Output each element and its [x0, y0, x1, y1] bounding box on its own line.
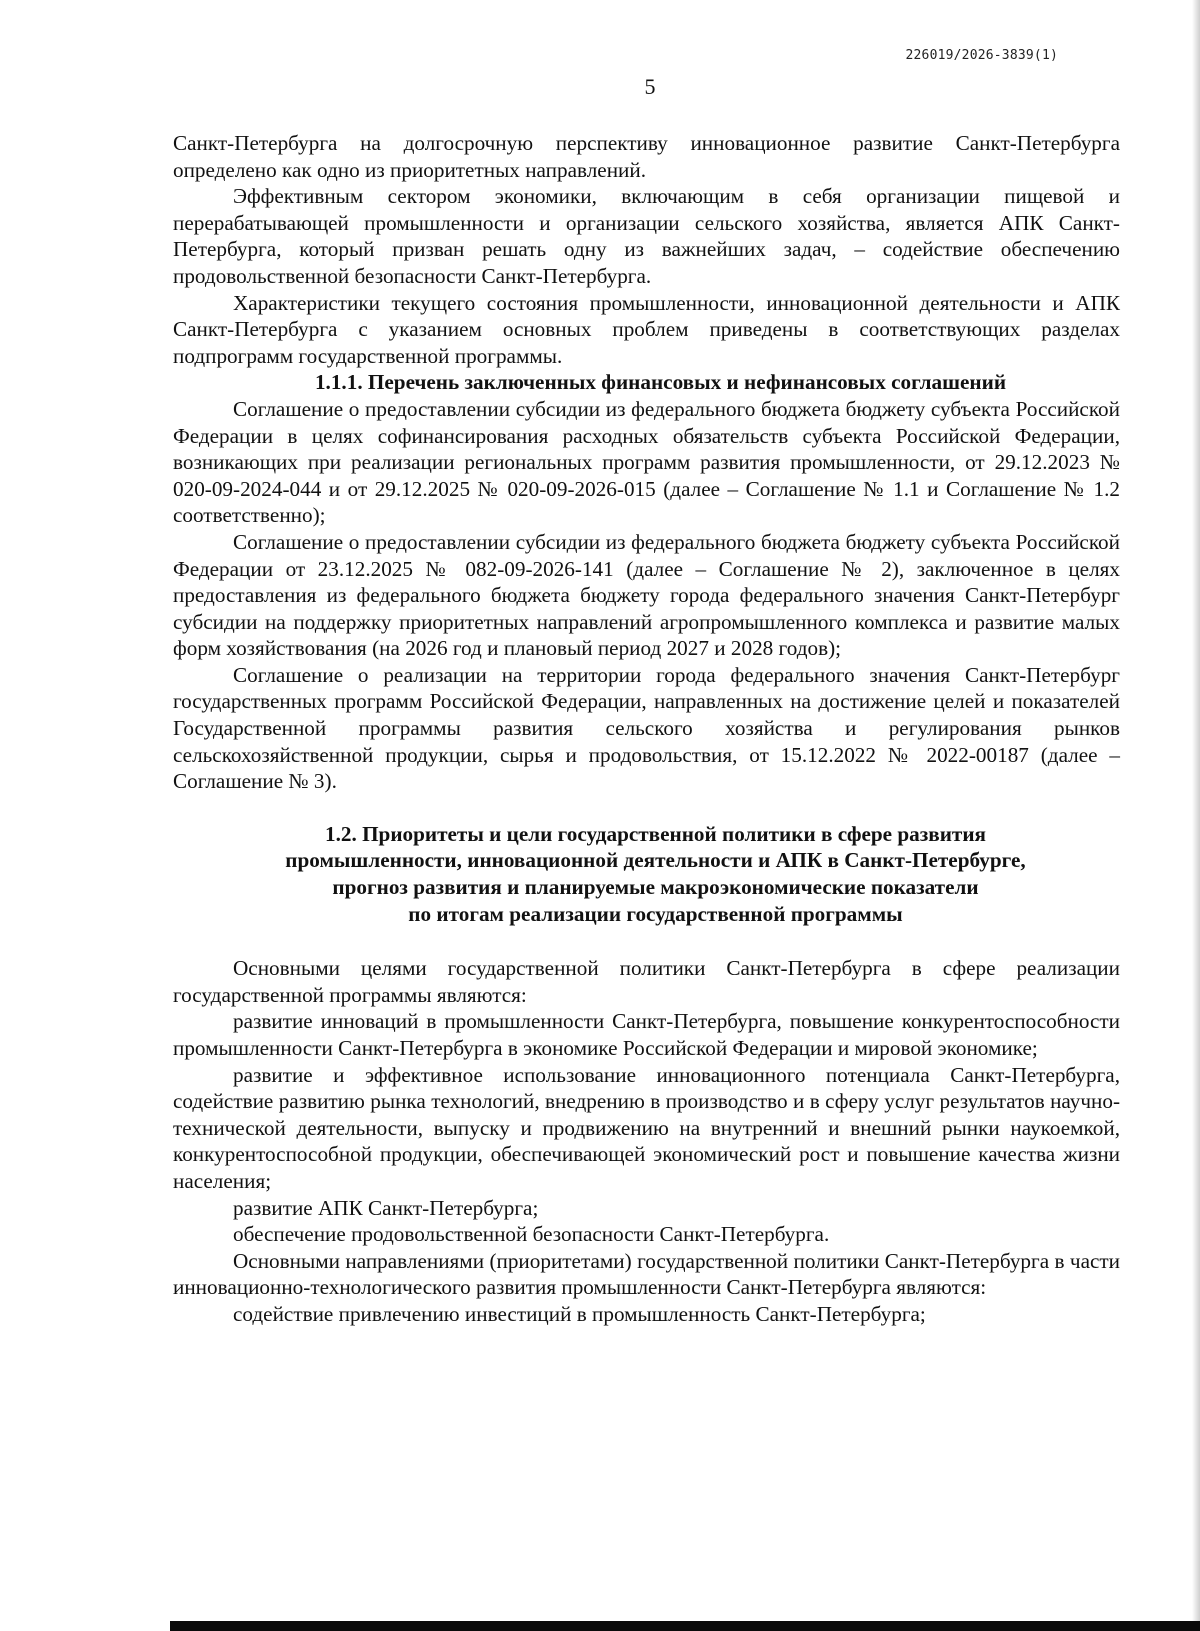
list-item: содействие привлечению инвестиций в промышленность Санкт-Петербурга;	[233, 1301, 926, 1326]
document-body	[173, 130, 1120, 1328]
section-heading-line: прогноз развития и планируемые макроэкономические показатели	[332, 875, 979, 900]
paragraph: Санкт-Петербурга на долгосрочную перспективу инновационное развитие Санкт-Петербурга определено как одно из приоритетных направлений.	[173, 131, 1120, 182]
scan-edge-shadow	[1192, 0, 1200, 1631]
page-number: 5	[644, 74, 656, 99]
agreement-paragraph: Соглашение о предоставлении субсидии из федерального бюджета бюджету субъекта Российской Федерации в целях софинансирования расходных обязательств субъекта Российской Федерации, возникающих при реализации региональных программ развития промышленности, от 29.12.2023 № 020-09-2024-044 и от 29.12.2025 № 020-09-2026-015 (далее – Соглашение № 1.1 и Соглашение № 1.2 соответственно);	[173, 396, 1120, 528]
section-heading-line: промышленности, инновационной деятельности и АПК в Санкт-Петербурге,	[285, 848, 1026, 873]
paragraph: Основными направлениями (приоритетами) государственной политики Санкт-Петербурга в части инновационно-технологического развития промышленности Санкт-Петербурга являются:	[173, 1248, 1120, 1300]
scan-bottom-edge	[170, 1621, 1200, 1631]
section-heading-line: 1.2. Приоритеты и цели государственной политики в сфере развития	[324, 821, 986, 846]
agreement-paragraph: Соглашение о реализации на территории города федерального значения Санкт-Петербург государственных программ Российской Федерации, направленных на достижение целей и показателей Государственной программы развития сельского хозяйства и регулирования рынков сельскохозяйственной продукции, сырья и продовольствия, от 15.12.2022 № 2022-00187 (далее – Соглашение № 3).	[173, 662, 1120, 794]
list-item: развитие и эффективное использование инновационного потенциала Санкт-Петербурга, содействие развитию рынка технологий, внедрению в производство и в сферу услуг результатов научно-технической деятельности, выпуску и продвижению на внутренний и внешний рынки наукоемкой, конкурентоспособной продукции, обеспечивающей экономический рост и повышение качества жизни населения;	[173, 1062, 1120, 1193]
section-heading-1-2	[173, 821, 1120, 927]
paragraph: Эффективным сектором экономики, включающим в себя организации пищевой и перерабатывающей промышленности и организации сельского хозяйства, является АПК Санкт-Петербурга, который призван решать одну из важнейших задач, – содействие обеспечению продовольственной безопасности Санкт-Петербурга.	[173, 184, 1120, 288]
paragraph: Характеристики текущего состояния промышленности, инновационной деятельности и АПК Санкт-Петербурга с указанием основных проблем приведены в соответствующих разделах подпрограмм государственной программы.	[173, 290, 1120, 368]
section-heading-1-1-1: 1.1.1. Перечень заключенных финансовых и нефинансовых соглашений	[314, 370, 1007, 395]
list-item: обеспечение продовольственной безопасности Санкт-Петербурга.	[233, 1222, 830, 1247]
section-heading-line: по итогам реализации государственной программы	[408, 901, 903, 926]
agreement-paragraph: Соглашение о предоставлении субсидии из федерального бюджета бюджету субъекта Российской Федерации от 23.12.2025 № 082-09-2026-141 (далее – Соглашение № 2), заключенное в целях предоставления из федерального бюджета бюджету города федерального значения Санкт-Петербург субсидии на поддержку приоритетных направлений агропромышленного комплекса и развитие малых форм хозяйствования (на 2026 год и плановый период 2027 и 2028 годов);	[173, 529, 1120, 661]
document-registration-number: 226019/2026-3839(1)	[905, 48, 1058, 63]
list-item: развитие инноваций в промышленности Санкт-Петербурга, повышение конкурентоспособности промышленности Санкт-Петербурга в экономике Российской Федерации и мировой экономике;	[173, 1009, 1120, 1060]
list-item: развитие АПК Санкт-Петербурга;	[233, 1195, 539, 1220]
paragraph: Основными целями государственной политики Санкт-Петербурга в сфере реализации государственной программы являются:	[173, 956, 1120, 1007]
